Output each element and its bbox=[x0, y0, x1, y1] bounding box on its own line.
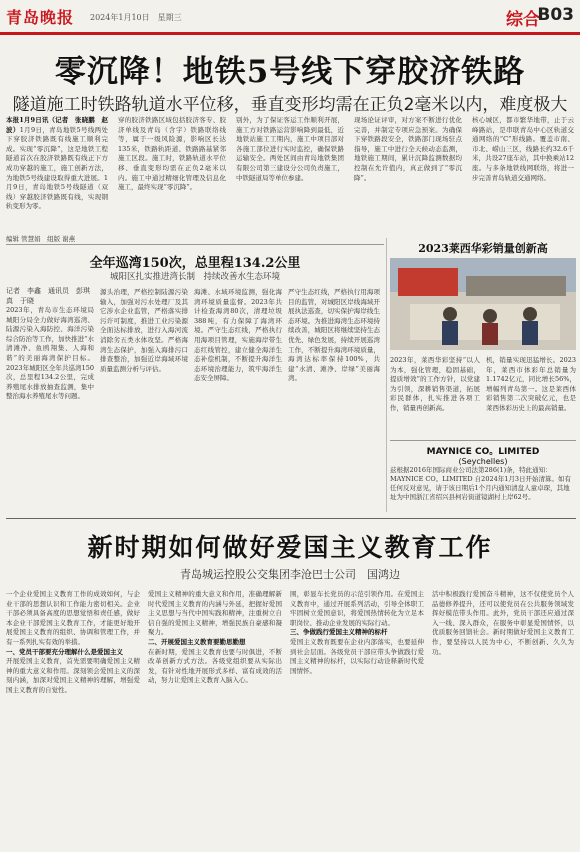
feature-column-4: 活中积极践行爱国奋斗精神，这不仅使党员个人品德修养提升，还可以使党员在公共服务领域发挥好模范带头作用。此外，党员干部还应通过深入一线、深入群众，在服务中彰显爱国情怀，以优质服务回馈社会。新时期做好爱国主义教育工作，要坚持以人民为中心，不断创新、久久为功。 bbox=[432, 590, 574, 656]
lead-column-2: 穿的胶济铁路区域包括胶济客专、胶济单线及青岛（含宇）铁路联络线等，属于一级风险源，影响区长达135米，铁路轨距道、铁路路基紧邻施工区段。施工时，铁路轨道水平位移、垂直变形均需在正负2毫米以内。施工中通过精细化管理及信息化施工，最终实现“零沉降”。 bbox=[118, 116, 226, 192]
lead-column-1 bbox=[6, 116, 108, 230]
feature-col2b-text: 在新时期，爱国主义教育也要与时俱进，不断改革创新方式方法。各级党组织要从实际出发，有针对性地开展形式多样、富有成效的活动，努力让爱国主义教育入脑入心。 bbox=[148, 647, 282, 685]
feature-col3-text: 围，彰显车长党员的示范引领作用。在爱国主义教育中，通过开展系列活动，引导全体职工牢固树立爱国意识，将爱国热情转化为立足本职岗位、推动企业发展的实际行动。 bbox=[290, 590, 424, 627]
notice-body: 兹根据2016年国际商业公司法第286(1)条，特此通知：MAYNICE CO。LIMITED 自2024年1月3日开始清算。如有任何反对意见，请于该日期后1个月内通知清盘人童卓琛，其地址为中国浙江省绍兴县柯岩街道镜湖村上岸62号。 bbox=[390, 466, 571, 501]
feature-col1b-text: 开展爱国主义教育，首先需要明确爱国主义精神的重大意义和作用。深刻领会爱国主义的深刻内涵，加深对爱国主义精神的理解，增强爱国主义教育的自觉性。 bbox=[6, 657, 140, 694]
lead-dateline: 本报1月9日讯（记者 张晓鹏 赵波） bbox=[6, 116, 108, 134]
editor-credit: 编辑 管慧娟 组版 谢燕 bbox=[6, 235, 76, 243]
feature-col3b-text: 爱国主义教育既要在企业内部落实，也要延伸到社会层面。各级党员干部应带头争做践行爱国主义精神的标杆，以实际行动诠释新时代爱国情怀。 bbox=[290, 637, 424, 675]
section-divider bbox=[6, 244, 384, 245]
feature-column-1 bbox=[6, 590, 140, 848]
masthead-rule bbox=[0, 32, 580, 35]
article2-column-2: 源头治理，严格控制陆源污染输入，加强对污水处理厂及其它涉水企业监管，严格落实排污许可制度，推进工业污染源全面达标排放，进行入海河流消除劣五类水体攻坚。严格海湾生态保护，加强入海排污口排查整治，加强近岸海域环境质量监测分析与评估。 bbox=[100, 288, 188, 373]
feature-subhead-1: 一、党员干部要充分理解什么是爱国主义 bbox=[6, 647, 123, 656]
column-divider bbox=[386, 238, 387, 512]
article2-column-4: 严守生态红线，严格执行用海项目的监管，对城阳区岸线海域开展执法巡查，切实保护海岸线生态环境。为推进海湾生态环境持续改善，城阳区将继续坚持生态优先、绿色发展，持续开展巡湾工作，不断提升海湾环境质量，海湾达标率保持100%，共建“水清、滩净、岸绿”美丽海湾。 bbox=[288, 288, 380, 383]
feature-headline: 新时期如何做好爱国主义教育工作 bbox=[87, 533, 493, 562]
article2-byline: 记者 李鑫 通讯员 彭琪真 于晓 bbox=[6, 287, 90, 305]
lottery-photo bbox=[390, 258, 576, 350]
lead-subheadline: 隧道施工时铁路轨道水平位移，垂直变形均需在正负2毫米以内，难度极大 bbox=[12, 95, 568, 115]
feature-divider bbox=[6, 518, 576, 519]
article2-column-3: 海滩、水域环境监测，强化海湾环境质量监督。2023年共计检查海湾80次，清理垃圾388吨，有力保障了海湾环境。严守生态红线，严格执行用海项目管理，实施海岸带生态红线管控，建立健全海洋生态补偿机制，不断提升海洋生态环境治理能力，筑牢海洋生态安全屏障。 bbox=[194, 288, 282, 383]
newspaper-logo: 青岛晚报 bbox=[6, 8, 75, 27]
lead-column-5: 核心城区，都市繁华地带，止于云峰路站，是串联青岛中心区轨道交通网络的“C”形线路。覆盖市南、市北、崂山三区，线路长约32.6千米，共设27座车站，其中换乘站12座。与多条地铁线网联络，将进一步完善青岛轨道交通网络。 bbox=[472, 116, 574, 182]
feature-subhead-3: 三、争做践行爱国主义精神的标杆 bbox=[290, 628, 388, 637]
issue-date: 2024年1月10日 星期三 bbox=[90, 13, 182, 22]
feature-subheadline: 青岛城运控股公交集团李沧巴士公司 国鸿边 bbox=[180, 568, 400, 581]
lead-col1-text: 1月9日，青岛地铁5号线两处下穿胶济铁路既有线施工顺利完成。实现“零沉降”，这是地铁工程隧道首次在胶济铁路既有线正下方成功穿越的施工，施工创新方法，为地铁5号线建设取得重大进展。1月9日，青岛地铁5号线隧道（双线）穿越胶济铁路既有线，实现钢轨变形为零。 bbox=[6, 125, 108, 211]
page-number: B03 bbox=[537, 5, 574, 25]
feature-col1-text: 一个企业爱国主义教育工作的成效如何，与企业干部的思想认识和工作能力密切相关。企业干部必须具备高度的思想觉悟和责任感，做好本企业干部爱国主义教育工作，才能更好地开展爱国主义教育的组织、协调和管理工作，并有一系列扎实有效的举措。 bbox=[6, 590, 140, 646]
article3-headline: 2023莱西华彩销量创新高 bbox=[418, 242, 548, 255]
article3-column-2: 机，销量实现迅猛增长。2023年，莱西市体彩年总销量为1.1742亿元，同比增长56%，增幅列青岛第一。这是莱西体彩销售第二次突破亿元，也是莱西体彩历史上的最高销量。 bbox=[486, 356, 576, 412]
feature-col2-text: 爱国主义精神的重大意义和作用，准确理解新时代爱国主义教育的内涵与外延，把握好爱国主义思想与当代中国实践和精神，注重树立自信自强的爱国主义精神，增强民族自豪感和凝聚力。 bbox=[148, 590, 282, 637]
feature-column-2 bbox=[148, 590, 282, 848]
notice-divider-top bbox=[390, 440, 576, 441]
notice-title: MAYNICE CO。LIMITED bbox=[426, 447, 540, 457]
notice-subtitle: (Seychelles) bbox=[458, 457, 508, 466]
feature-column-3 bbox=[290, 590, 424, 848]
article2-column-1: 2023年，青岛市生态环境局城阳分局全力做好海湾巡湾、陆源污染入海防控、海洋污染综合防治等工作，加快推进“水清滩净、鱼鸥翔集、人海和谐”的美丽海湾保护目标。2023年城阳区全年共巡湾150次，总里程134.2公里，完成养殖尾水排放抽查监测，集中整治海水养殖尾水等问题。 bbox=[6, 306, 94, 401]
article2-subheadline: 城阳区扎实推进湾长制 持续改善水生态环境 bbox=[109, 272, 280, 282]
lead-column-3: 别外，为了保证客运工作顺利开展，施工方对铁路运营影响降到最低，近地铁站施工工期内，施工中项目部对各施工部位进行实时监控，确保铁路运输安全。两处区间由青岛地铁集团有限公司第三建设分公司负责施工，中铁隧道局等单位参建。 bbox=[236, 116, 344, 182]
article2-headline: 全年巡湾150次，总里程134.2公里 bbox=[89, 256, 301, 271]
lead-headline: 零沉降！地铁5号线下穿胶济铁路 bbox=[54, 54, 526, 90]
liquidation-notice bbox=[390, 444, 576, 504]
feature-subhead-2: 二、开展爱国主义教育要勤思勤想 bbox=[148, 637, 246, 646]
section-name: 综合 bbox=[506, 10, 540, 30]
lead-column-4: 现场论证评审，对方案不断进行优化完善，并制定专项应急预案。为确保下穿铁路段安全，铁路部门现场驻点指导，施工中进行全天候动态监测，地铁施工期间，累计沉降监测数据均控制在允许值内，真正做到了“零沉降”。 bbox=[354, 116, 462, 182]
article3-column-1: 2023年，莱西华彩坚持“以人为本，强化管理，稳固基础，提质增效”的工作方针，以党建为引领，深耕销售渠道，拓展彩民群体，扎实推进各项工作，销量再创新高。 bbox=[390, 356, 480, 412]
masthead bbox=[0, 0, 580, 34]
